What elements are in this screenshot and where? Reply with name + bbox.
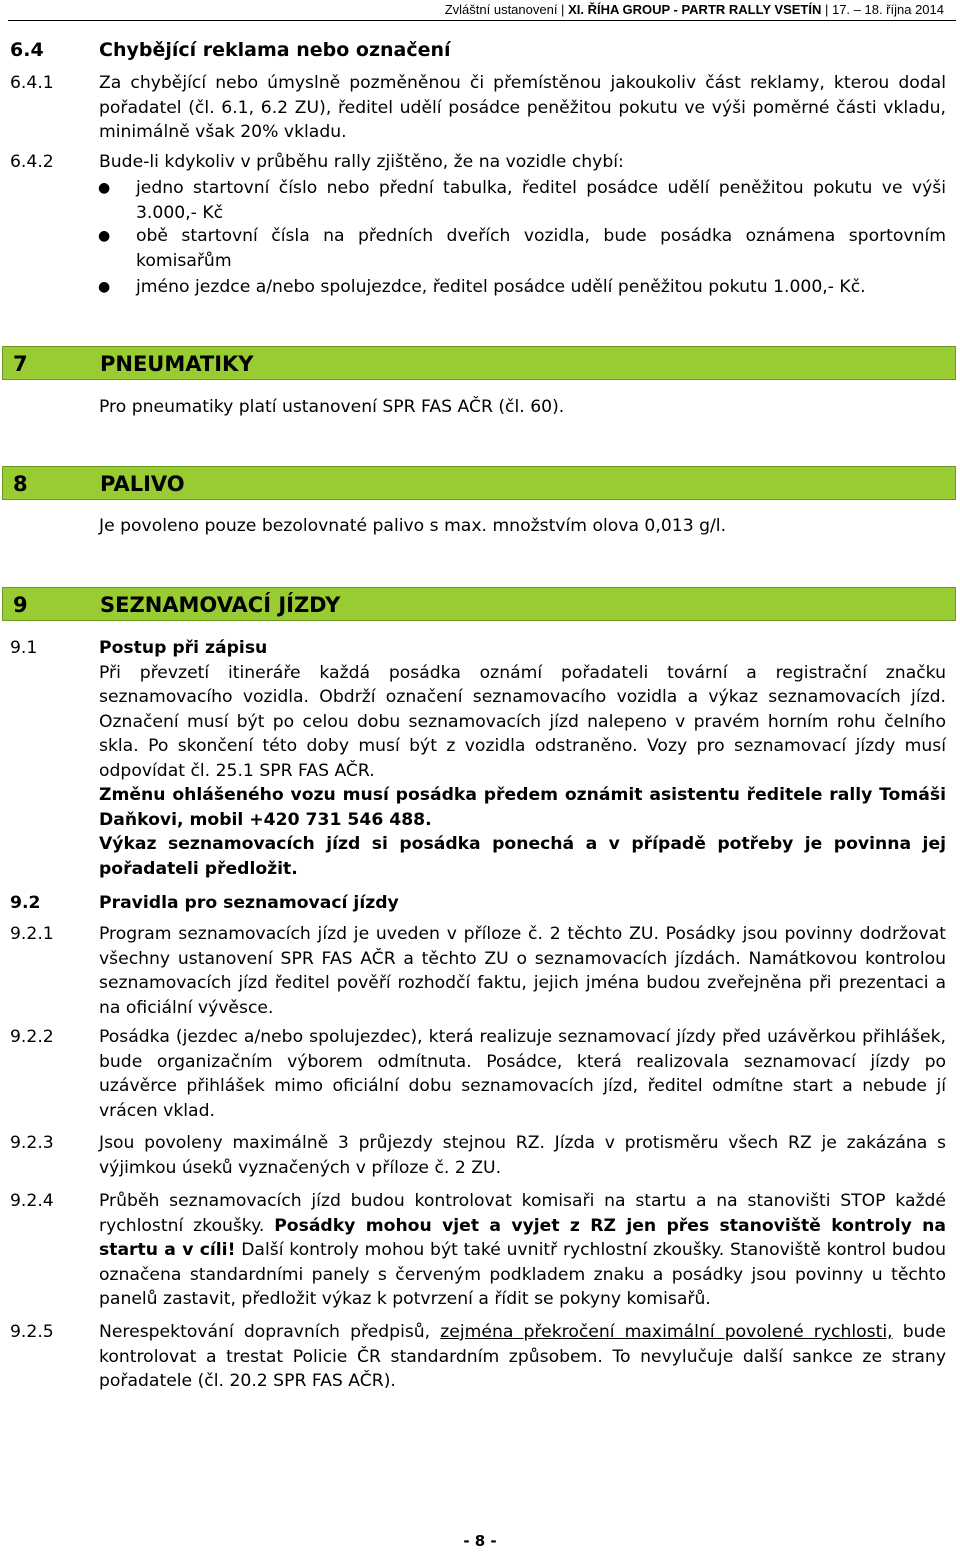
chapter-band-8 — [2, 466, 956, 500]
section-text — [99, 1189, 946, 1312]
section-9-2-3 — [10, 1131, 946, 1180]
section-9-2-2 — [10, 1025, 946, 1123]
section-9-1 — [10, 636, 946, 881]
bullet-icon: ● — [98, 279, 111, 295]
header-prefix: Zvláštní ustanovení | — [444, 2, 569, 17]
chapter-title: SEZNAMOVACÍ JÍZDY — [100, 593, 341, 617]
text-run: bude kontrolovat a trestat Policie ČR standardním způsobem. To nevylučuje další sankce ze strany pořadatele (čl. 20.2 SPR FAS AČR). — [99, 1322, 946, 1391]
section-title: Postup při zápisu — [99, 638, 268, 658]
section-text: Program seznamovacích jízd je uveden v příloze č. 2 těchto ZU. Posádky jsou povinny dodržovat všechny ustanovení SPR FAS AČR a těchto ZU o seznamovacích jízdách. Namátkovou kontrolou seznamovacích jízd ředitel pověří rozhodčí faktu, jejich jména budou zveřejněna při prezentaci a na oficiální vývěsce. — [99, 924, 946, 1018]
section-text: Pro pneumatiky platí ustanovení SPR FAS AČR (čl. 60). — [99, 397, 565, 417]
section-9-2-5 — [10, 1320, 946, 1394]
section-6-4 — [10, 38, 946, 63]
page-number: - 8 - — [463, 1532, 497, 1550]
page-header — [445, 2, 944, 18]
chapter-8-text — [10, 514, 946, 539]
section-bold-note: Změnu ohlášeného vozu musí posádka předem oznámit asistentu ředitele rally Tomáši Daňkovi, mobil +420 731 546 488. — [99, 785, 946, 830]
bullet-text: jedno startovní číslo nebo přední tabulka, ředitel posádce udělí peněžitou pokutu ve výši 3.000,- Kč — [136, 178, 946, 223]
text-run: Nerespektování dopravních předpisů, — [99, 1322, 441, 1342]
section-text: Bude-li kdykoliv v průběhu rally zjištěno, že na vozidle chybí: — [99, 152, 624, 172]
header-dates: | 17. – 18. října 2014 — [821, 2, 944, 17]
section-title: Pravidla pro seznamovací jízdy — [99, 893, 399, 913]
bullet-icon: ● — [98, 228, 111, 244]
chapter-band-7 — [2, 346, 956, 380]
section-9-2-1 — [10, 922, 946, 1020]
section-text: Za chybějící nebo úmyslně pozměněnou či přemístěnou jakoukoliv část reklamy, kterou dodal pořadatel (čl. 6.1, 6.2 ZU), ředitel udělí posádce peněžitou pokutu ve výši poměrné části vkladu, minimálně však 20% vkladu. — [99, 73, 946, 142]
section-number: 6.4 — [10, 39, 44, 61]
chapter-number: 8 — [13, 472, 28, 496]
bullet-item — [98, 275, 946, 300]
text-run: Další kontroly mohou být také uvnitř rychlostní zkoušky. Stanoviště kontrol budou označena standardními panely s červeným podkladem znaku a posádky jsou povinny u těchto panelů zastavit, předložit výkaz k potvrzení a řídit se pokyny komisařů. — [99, 1240, 946, 1309]
section-number: 6.4.2 — [10, 152, 54, 172]
section-number: 6.4.1 — [10, 73, 54, 93]
section-number: 9.2.5 — [10, 1322, 54, 1342]
section-text — [99, 1320, 946, 1394]
chapter-7-text — [10, 395, 946, 420]
underlined-run: zejména překročení maximální povolené rychlosti, — [440, 1322, 893, 1342]
section-number: 9.2 — [10, 893, 41, 913]
section-text: Posádka (jezdec a/nebo spolujezdec), která realizuje seznamovací jízdy před uzávěrkou přihlášek, bude organizačním výborem odmítnuta. Posádce, která realizovala seznamovací jízdy po uzávěrce přihlášek mimo oficiální dobu seznamovacích jízd, ředitel odmítne start a nebude jí vrácen vklad. — [99, 1027, 946, 1121]
section-number: 9.2.2 — [10, 1027, 54, 1047]
header-event: XI. ŘÍHA GROUP - PARTR RALLY VSETÍN — [568, 2, 822, 17]
section-text: Je povoleno pouze bezolovnaté palivo s max. množstvím olova 0,013 g/l. — [99, 516, 727, 536]
chapter-title: PALIVO — [100, 472, 185, 496]
section-number: 9.2.4 — [10, 1191, 54, 1211]
chapter-number: 9 — [13, 593, 28, 617]
section-6-4-1 — [10, 71, 946, 145]
bullet-text: jméno jezdce a/nebo spolujezdce, ředitel posádce udělí peněžitou pokutu 1.000,- Kč. — [136, 277, 866, 297]
chapter-band-9 — [2, 587, 956, 621]
bold-run: Posádky mohou vjet a vyjet z RZ jen přes stanoviště kontroly na startu a v cíli! — [99, 1215, 947, 1260]
section-text: Jsou povoleny maximálně 3 průjezdy stejnou RZ. Jízda v protisměru všech RZ je zakázána s výjimkou úseků vyznačených v příloze č. 2 ZU. — [99, 1133, 946, 1178]
chapter-title: PNEUMATIKY — [100, 352, 254, 376]
section-number: 9.2.3 — [10, 1133, 54, 1153]
header-rule — [8, 20, 956, 21]
section-number: 9.1 — [10, 638, 38, 658]
section-bold-note: Výkaz seznamovacích jízd si posádka ponechá a v případě potřeby je povinna jej pořadateli předložit. — [99, 834, 946, 879]
section-title: Chybějící reklama nebo označení — [99, 39, 451, 61]
bullet-item — [98, 224, 946, 273]
bullet-icon: ● — [98, 180, 111, 196]
text-run: Průběh seznamovacích jízd budou kontrolovat komisaři na startu a na stanovišti STOP každé rychlostní zkoušky. — [99, 1191, 946, 1236]
chapter-number: 7 — [13, 352, 28, 376]
section-6-4-2 — [10, 150, 946, 175]
section-text: Při převzetí itineráře každá posádka oznámí pořadateli tovární a registrační značku seznamovacího vozidla. Obdrží označení seznamovacího vozidla a výkaz seznamovacích jízd. Označení musí být po celou dobu seznamovacích jízd nalepeno v pravém horním rohu čelního skla. Po skončení této doby musí být z vozidla odstraněno. Vozy pro seznamovací jízdy musí odpovídat čl. 25.1 SPR FAS AČR. — [99, 662, 946, 781]
bullet-text: obě startovní čísla na předních dveřích vozidla, bude posádka oznámena sportovním komisařům — [136, 226, 946, 271]
section-9-2-4 — [10, 1189, 946, 1312]
section-9-2 — [10, 891, 946, 916]
bullet-item — [98, 176, 946, 225]
section-number: 9.2.1 — [10, 924, 54, 944]
